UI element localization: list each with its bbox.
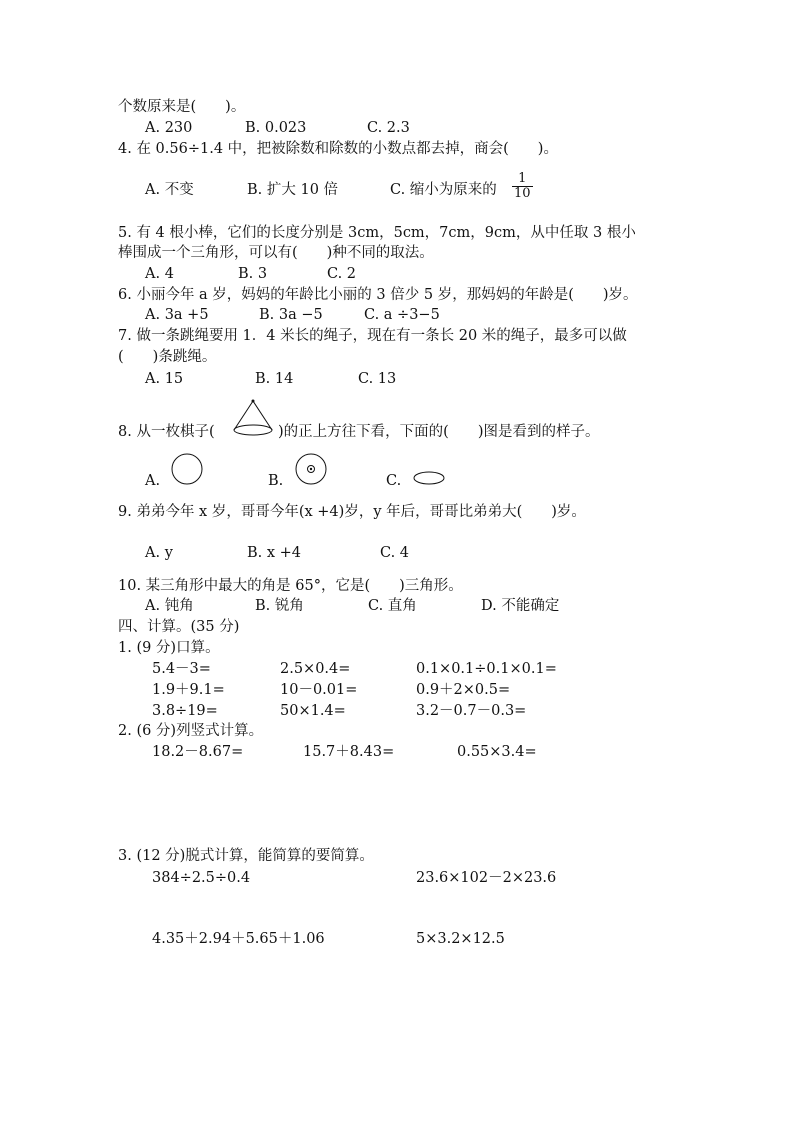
oral-item: 0.9＋2×0.5= (416, 682, 511, 698)
q3-tail-text: 个数原来是( )。 (118, 99, 246, 115)
q4-fraction (512, 172, 533, 201)
section-4-heading: 四、计算。(35 分) (118, 619, 240, 635)
q5-option-a: A. 4 (145, 266, 174, 282)
stepwise-item: 23.6×102－2×23.6 (416, 870, 557, 886)
fraction-numerator: 1 (512, 172, 533, 187)
oral-item: 2.5×0.4= (280, 661, 351, 677)
q9-text: 9. 弟弟今年 x 岁，哥哥今年(x +4)岁，y 年后，哥哥比弟弟大( )岁。 (118, 504, 586, 520)
q9-option-b: B. x +4 (247, 545, 302, 561)
q8-option-a: A. (145, 473, 161, 489)
q4-option-c: C. 缩小为原来的 (390, 182, 497, 198)
q6-text: 6. 小丽今年 a 岁，妈妈的年龄比小丽的 3 倍少 5 岁，那妈妈的年龄是( )岁。 (118, 287, 638, 303)
q9-option-a: A. y (145, 545, 173, 561)
oral-item: 1.9＋9.1= (152, 682, 225, 698)
q3-option-a: A. 230 (145, 120, 193, 136)
stepwise-calc-heading: 3. (12 分)脱式计算，能简算的要简算。 (118, 848, 374, 864)
q5-option-b: B. 3 (238, 266, 268, 282)
q8-text-start: 8. 从一枚棋子( (118, 424, 215, 440)
q10-option-d: D. 不能确定 (481, 598, 560, 614)
circle-figure (170, 452, 204, 486)
q3-option-b: B. 0.023 (245, 120, 307, 136)
oral-item: 3.8÷19= (152, 703, 218, 719)
vertical-item: 18.2－8.67= (152, 744, 244, 760)
oral-item: 0.1×0.1÷0.1×0.1= (416, 661, 557, 677)
q7-option-c: C. 13 (358, 371, 397, 387)
stepwise-item: 4.35＋2.94＋5.65＋1.06 (152, 931, 325, 947)
vertical-item: 15.7＋8.43= (303, 744, 395, 760)
circle-with-center-dot-figure (294, 452, 328, 486)
stepwise-item: 5×3.2×12.5 (416, 931, 505, 947)
q7-option-a: A. 15 (145, 371, 184, 387)
q6-option-b: B. 3a −5 (259, 307, 323, 323)
chess-piece-cone-figure (230, 398, 276, 440)
q10-option-a: A. 钝角 (145, 598, 194, 614)
oral-item: 5.4－3= (152, 661, 211, 677)
q4-text: 4. 在 0.56÷1.4 中，把被除数和除数的小数点都去掉，商会( )。 (118, 141, 558, 157)
stepwise-item: 384÷2.5÷0.4 (152, 870, 251, 886)
q8-text-end: )的正上方往下看，下面的( )图是看到的样子。 (278, 424, 600, 440)
q8-option-b: B. (268, 473, 284, 489)
q5-text-line2: 棒围成一个三角形，可以有( )种不同的取法。 (118, 245, 434, 261)
q9-option-c: C. 4 (380, 545, 410, 561)
q3-option-c: C. 2.3 (367, 120, 410, 136)
vertical-calc-heading: 2. (6 分)列竖式计算。 (118, 723, 264, 739)
q10-text: 10. 某三角形中最大的角是 65°，它是( )三角形。 (118, 578, 463, 594)
q6-option-c: C. a ÷3−5 (364, 307, 440, 323)
q6-option-a: A. 3a +5 (145, 307, 209, 323)
q8-option-c: C. (386, 473, 402, 489)
vertical-item: 0.55×3.4= (457, 744, 537, 760)
oral-item: 3.2－0.7－0.3= (416, 703, 527, 719)
oral-calc-heading: 1. (9 分)口算。 (118, 640, 220, 656)
q4-option-b: B. 扩大 10 倍 (247, 182, 339, 198)
ellipse-figure (412, 470, 446, 486)
q7-option-b: B. 14 (255, 371, 294, 387)
q7-text-line1: 7. 做一条跳绳要用 1．4 米长的绳子，现在有一条长 20 米的绳子，最多可以做 (118, 328, 627, 344)
q4-option-a: A. 不变 (145, 182, 194, 198)
q10-option-c: C. 直角 (368, 598, 417, 614)
oral-item: 10－0.01= (280, 682, 358, 698)
q7-text-line2: ( )条跳绳。 (118, 349, 217, 365)
q10-option-b: B. 锐角 (255, 598, 304, 614)
q5-text-line1: 5. 有 4 根小棒，它们的长度分别是 3cm，5cm，7cm，9cm，从中任取 3 根小 (118, 225, 636, 241)
oral-item: 50×1.4= (280, 703, 346, 719)
q5-option-c: C. 2 (327, 266, 357, 282)
fraction-denominator: 10 (514, 186, 531, 201)
